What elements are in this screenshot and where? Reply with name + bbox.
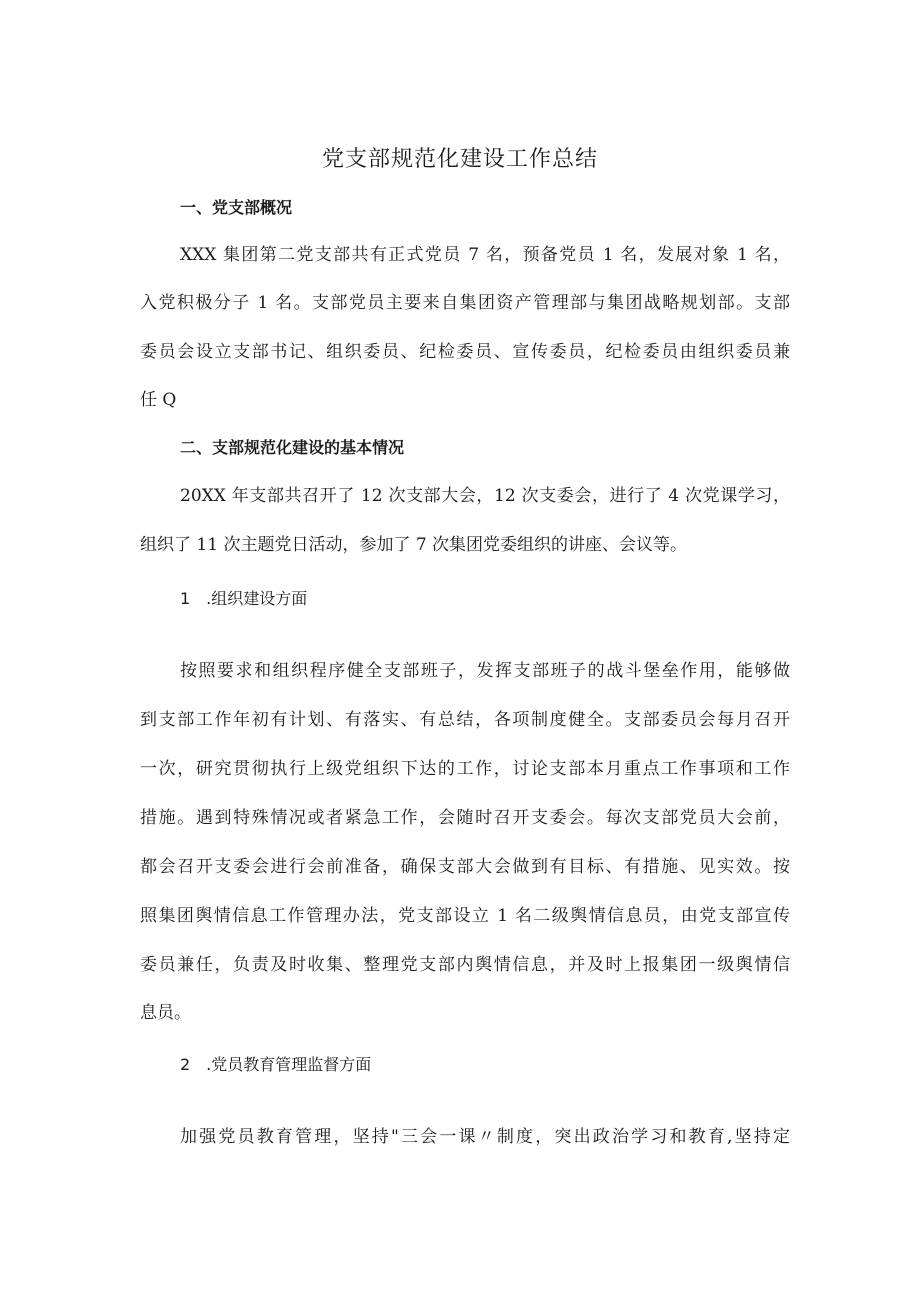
section1-line-1: XXX 集团第二党支部共有正式党员 7 名，预备党员 1 名，发展对象 1 名， (180, 245, 790, 265)
section1-heading: 一、党支部概况 (180, 198, 293, 217)
subsection1-line-5: 都会召开支委会进行会前准备，确保支部大会做到有目标、有措施、见实效。按 (140, 857, 790, 877)
section2-line-2: 组织了 11 次主题党日活动，参加了 7 次集团党委组织的讲座、会议等。 (140, 535, 688, 555)
section2-line-1: 20XX 年支部共召开了 12 次支部大会，12 次支委会，进行了 4 次党课学习， (180, 486, 790, 506)
section1-line-2: 入党积极分子 1 名。支部党员主要来自集团资产管理部与集团战略规划部。支部 (140, 293, 790, 313)
section1-line-4: 任 Q (140, 390, 177, 410)
subsection2-heading: 2 .党员教育管理监督方面 (180, 1055, 372, 1074)
subsection2-line-1: 加强党员教育管理，坚持"三会一课〃制度，突出政治学习和教育,坚持定 (180, 1127, 790, 1147)
section2-heading: 二、支部规范化建设的基本情况 (180, 438, 405, 457)
subsection1-line-6: 照集团舆情信息工作管理办法，党支部设立 1 名二级舆情信息员，由党支部宣传 (140, 906, 790, 926)
subsection1-line-2: 到支部工作年初有计划、有落实、有总结，各项制度健全。支部委员会每月召开 (140, 710, 790, 730)
subsection1-line-1: 按照要求和组织程序健全支部班子，发挥支部班子的战斗堡垒作用，能够做 (180, 661, 790, 681)
subsection1-line-8: 息员。 (140, 1003, 191, 1023)
subsection1-line-4: 措施。遇到特殊情况或者紧急工作，会随时召开支委会。每次支部党员大会前， (140, 808, 790, 828)
section1-line-3: 委员会设立支部书记、组织委员、纪检委员、宣传委员，纪检委员由组织委员兼 (140, 342, 790, 362)
subsection1-line-7: 委员兼任，负责及时收集、整理党支部内舆情信息，并及时上报集团一级舆情信 (140, 955, 790, 975)
subsection1-heading: 1 .组织建设方面 (180, 589, 308, 608)
document-title: 党支部规范化建设工作总结 (321, 147, 598, 172)
subsection1-line-3: 一次，研究贯彻执行上级党组织下达的工作，讨论支部本月重点工作事项和工作 (140, 759, 790, 779)
